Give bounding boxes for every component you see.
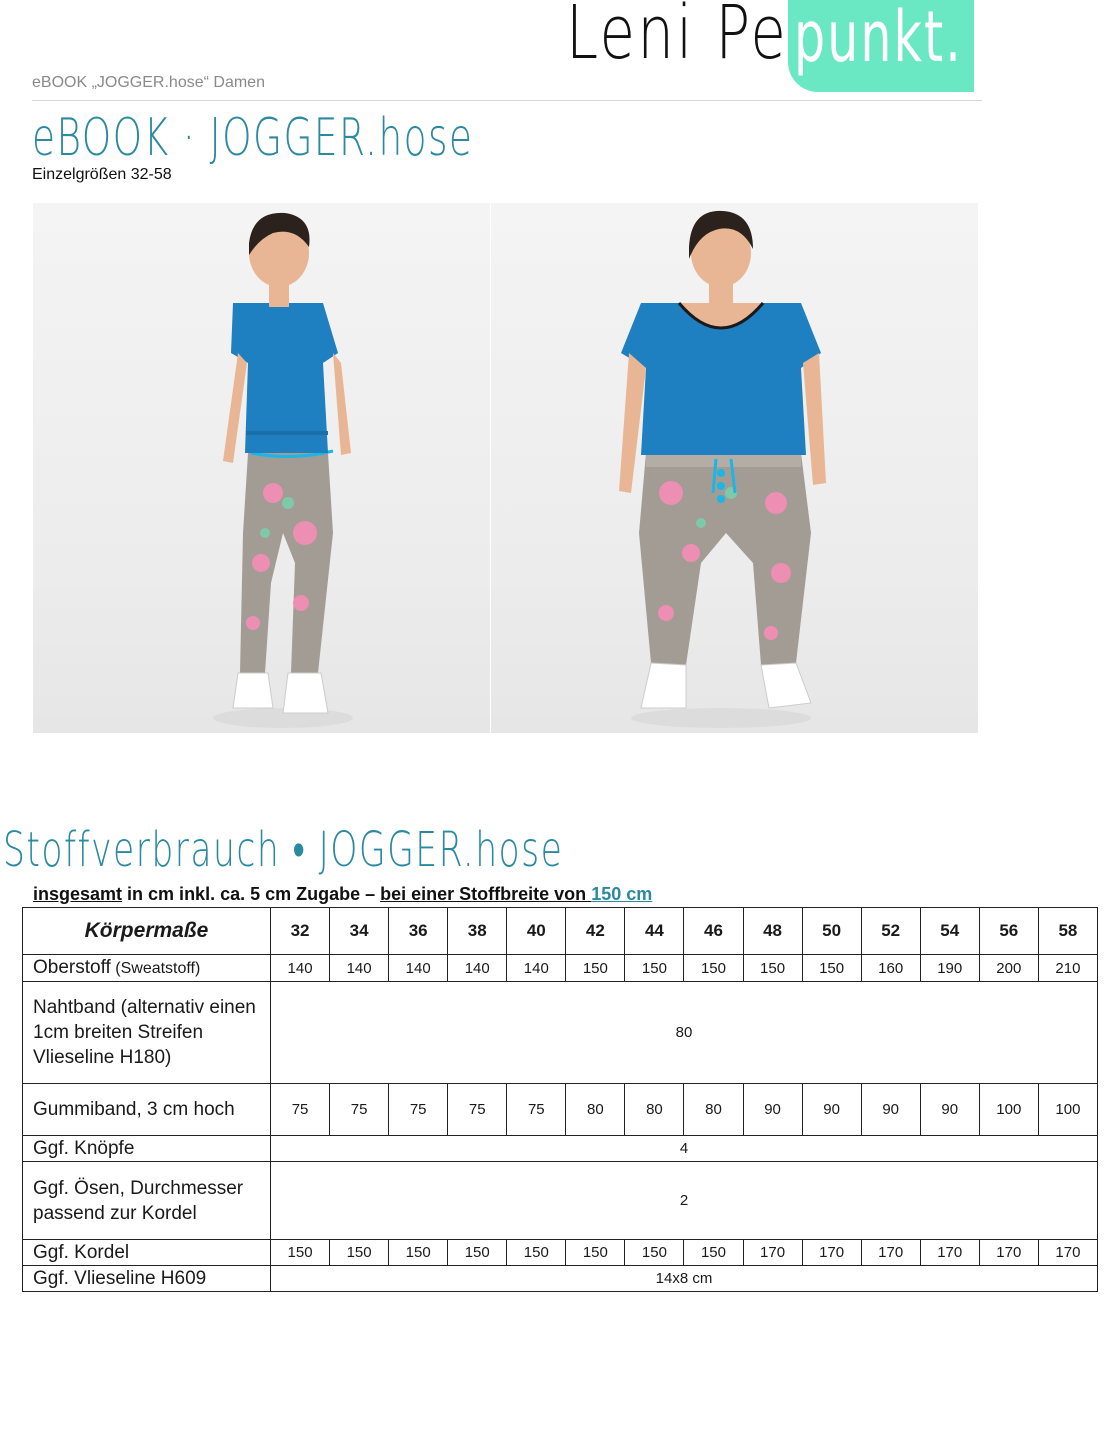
photo-back-view (33, 203, 490, 733)
table-row (23, 955, 1098, 982)
table-cell: 100 (979, 1084, 1038, 1136)
table-cell: 210 (1038, 955, 1097, 982)
table-cell: 75 (330, 1084, 389, 1136)
caption-part-stoffbreite: bei einer Stoffbreite von (380, 884, 592, 904)
table-cell: 140 (389, 955, 448, 982)
table-cell: 150 (507, 1240, 566, 1266)
size-header: 52 (861, 908, 920, 955)
table-cell: 150 (389, 1240, 448, 1266)
row-label-main: Oberstoff (33, 957, 111, 978)
table-cell: 170 (920, 1240, 979, 1266)
woman-front-view-illustration (491, 203, 978, 733)
size-header: 56 (979, 908, 1038, 955)
table-cell: 150 (684, 1240, 743, 1266)
header-subtitle: eBOOK „JOGGER.hose“ Damen (32, 74, 265, 91)
table-row (23, 1266, 1098, 1292)
table-cell: 150 (448, 1240, 507, 1266)
table-cell: 90 (861, 1084, 920, 1136)
table-cell: 150 (743, 955, 802, 982)
table-cell: 150 (330, 1240, 389, 1266)
table-cell: 150 (802, 955, 861, 982)
table-cell: 190 (920, 955, 979, 982)
size-header: 40 (507, 908, 566, 955)
caption-part-insgesamt: insgesamt (33, 884, 123, 904)
table-cell: 75 (271, 1084, 330, 1136)
table-cell: 90 (743, 1084, 802, 1136)
size-header: 50 (802, 908, 861, 955)
row-label-gummiband: Gummiband, 3 cm hoch (23, 1084, 271, 1136)
size-header: 54 (920, 908, 979, 955)
fabric-usage-table (22, 907, 1098, 1292)
row-label-nahtband: Nahtband (alternativ einen 1cm breiten Streifen Vlieseline H180) (23, 982, 271, 1084)
header-body-measurements: Körpermaße (23, 908, 271, 955)
row-label-oberstoff (23, 955, 271, 982)
table-cell: 150 (684, 955, 743, 982)
table-cell: 140 (507, 955, 566, 982)
row-label-vlieseline: Ggf. Vlieseline H609 (23, 1266, 271, 1292)
woman-back-view-illustration (33, 203, 490, 733)
table-cell-span: 4 (271, 1136, 1098, 1162)
logo-text-punkt: punkt. (794, 0, 963, 78)
table-cell: 140 (271, 955, 330, 982)
table-cell: 170 (802, 1240, 861, 1266)
caption-part-zugabe: in cm inkl. ca. 5 cm Zugabe – (122, 884, 381, 904)
row-label-kordel: Ggf. Kordel (23, 1240, 271, 1266)
table-row (23, 982, 1098, 1084)
table-row (23, 1084, 1098, 1136)
table-header-row (23, 908, 1098, 955)
table-cell-span: 2 (271, 1162, 1098, 1240)
size-header: 44 (625, 908, 684, 955)
sizes-note: Einzelgrößen 32-58 (32, 166, 172, 183)
table-cell: 150 (625, 955, 684, 982)
table-cell: 150 (625, 1240, 684, 1266)
table-cell: 75 (448, 1084, 507, 1136)
photo-front-view (491, 203, 978, 733)
table-cell: 200 (979, 955, 1038, 982)
caption-fabric-width: 150 cm (591, 884, 653, 904)
page-title: eBOOK · JOGGER.hose (32, 108, 474, 168)
header-divider (32, 100, 982, 101)
table-cell: 170 (1038, 1240, 1097, 1266)
section-title: Stoffverbrauch • JOGGER.hose (3, 822, 564, 878)
table-cell: 90 (920, 1084, 979, 1136)
table-cell: 170 (979, 1240, 1038, 1266)
size-header: 32 (271, 908, 330, 955)
size-header: 48 (743, 908, 802, 955)
row-label-oesen: Ggf. Ösen, Durchmesser passend zur Kordel (23, 1162, 271, 1240)
table-cell: 80 (566, 1084, 625, 1136)
table-cell-span: 14x8 cm (271, 1266, 1098, 1292)
table-cell: 140 (448, 955, 507, 982)
table-row (23, 1136, 1098, 1162)
brand-logo (566, 0, 976, 92)
table-cell: 140 (330, 955, 389, 982)
table-caption (33, 884, 652, 905)
table-cell: 100 (1038, 1084, 1097, 1136)
logo-text-leni: Leni Pe (566, 0, 789, 76)
table-cell: 80 (684, 1084, 743, 1136)
table-cell: 75 (389, 1084, 448, 1136)
size-header: 46 (684, 908, 743, 955)
size-header: 34 (330, 908, 389, 955)
size-header: 38 (448, 908, 507, 955)
table-cell: 170 (743, 1240, 802, 1266)
size-header: 42 (566, 908, 625, 955)
size-header: 36 (389, 908, 448, 955)
table-row (23, 1240, 1098, 1266)
table-cell: 150 (566, 1240, 625, 1266)
size-header: 58 (1038, 908, 1097, 955)
table-cell: 90 (802, 1084, 861, 1136)
table-cell: 160 (861, 955, 920, 982)
table-cell: 150 (566, 955, 625, 982)
table-cell: 80 (625, 1084, 684, 1136)
table-cell: 150 (271, 1240, 330, 1266)
table-cell: 75 (507, 1084, 566, 1136)
row-label-knoepfe: Ggf. Knöpfe (23, 1136, 271, 1162)
table-cell-span: 80 (271, 982, 1098, 1084)
table-row (23, 1162, 1098, 1240)
table-cell: 170 (861, 1240, 920, 1266)
row-label-sub: (Sweatstoff) (110, 960, 201, 977)
